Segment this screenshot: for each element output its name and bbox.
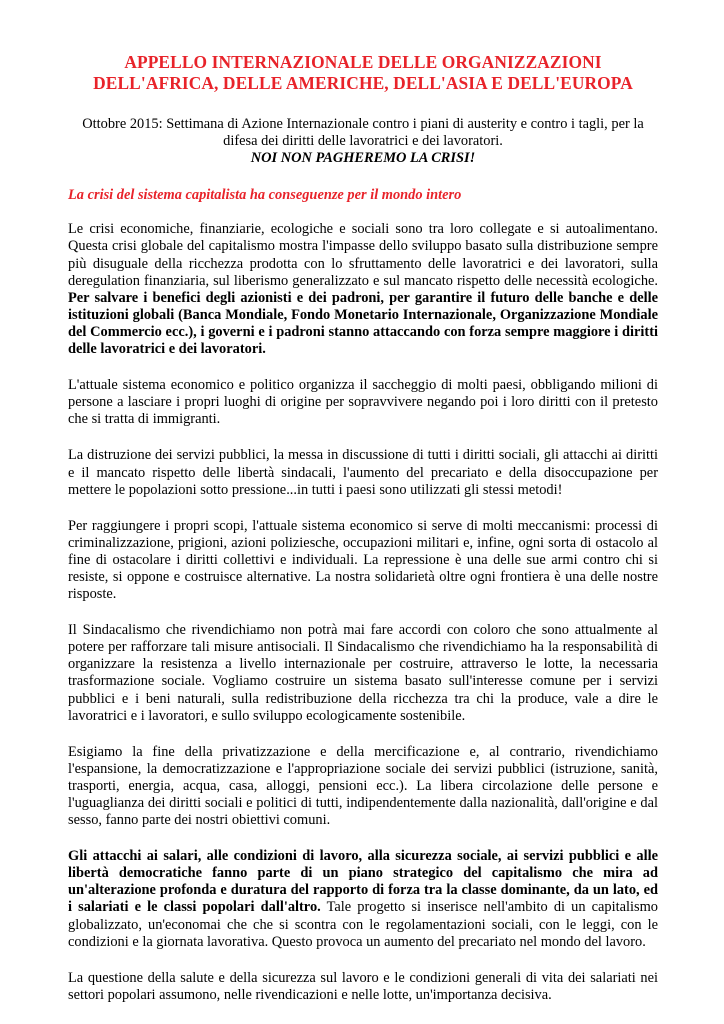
paragraph-6: Esigiamo la fine della privatizzazione e della mercificazione e, al contrario, rivendichiamo l'espansione, la democratizzazione e l'appropriazione sociale dei servizi pubblici (istruzione, sanità, trasporti, energia, acqua, casa, alloggi, pensioni ecc.). La libera circolazione delle persone e l'uguaglianza dei diritti sociali e politici di tutti, indipendentemente dalla nazionalità, dall'origine e dal sesso, fanno parte dei nostri obiettivi comuni. xyxy=(68,743,658,829)
paragraph-5: Il Sindacalismo che rivendichiamo non potrà mai fare accordi con coloro che sono attualmente al potere per rafforzare tali misure antisociali. Il Sindacalismo che rivendichiamo ha la responsabilità di organizzare la resistenza a livello internazionale per costruire, attraverso le lotte, la necessaria trasformazione sociale. Vogliamo costruire un sistema basato sull'interesse comune per i servizi pubblici e i beni naturali, sulla redistribuzione della ricchezza tra chi la produce, vale a dire le lavoratrici e i lavoratori, e sullo sviluppo ecologicamente sostenibile. xyxy=(68,622,658,724)
paragraph-4: Per raggiungere i propri scopi, l'attuale sistema economico si serve di molti meccanismi: processi di criminalizzazione, prigioni, azioni poliziesche, occupazioni militari e, infine, ogni sorta di ostacolo al fine di ostacolare i diritti collettivi e individuali. La repressione è una delle sue armi contro chi si resiste, si oppone e costruisce alternative. La nostra solidarietà oltre ogni frontiera è una delle nostre risposte. xyxy=(68,517,658,603)
paragraph-1-text: Le crisi economiche, finanziarie, ecologiche e sociali sono tra loro collegate e si autoalimentano. Questa crisi globale del capitalismo mostra l'impasse dello sviluppo basato sulla distribuzione sempre più disuguale della ricchezza prodotta con lo sfruttamento delle lavoratrici e dei lavoratori, sulla deregulation finanziaria, sul liberismo generalizzato e sul mancato rispetto delle necessità ecologiche. xyxy=(68,221,658,289)
paragraph-7-text: Tale progetto si inserisce nell'ambito di un capitalismo globalizzato, un'economai che che si scontra con le regolamentazioni sociali, con le leggi, con le condizioni e la giornata lavorativa. Questo provoca un aumento del precariato nel mondo del lavoro. xyxy=(68,899,658,950)
title-line-2: DELL'AFRICA, DELLE AMERICHE, DELL'ASIA E DELL'EUROPA xyxy=(93,73,633,93)
intro-motto: NOI NON PAGHEREMO LA CRISI! xyxy=(250,150,476,167)
paragraph-7-bold: Gli attacchi ai salari, alle condizioni di lavoro, alla sicurezza sociale, ai servizi pubblici e alle libertà democratiche fanno parte di un piano strategico del capitalismo che mira ad un'alterazione profonda e duratura del rapporto di forza tra la classe dominante, da un lato, ed i salariati e le classi popolari dall'altro. xyxy=(68,848,658,916)
intro-text: Ottobre 2015: Settimana di Azione Internazionale contro i piani di austerity e contro i tagli, per la difesa dei diritti delle lavoratrici e dei lavoratori. xyxy=(82,116,644,150)
paragraph-1-bold: Per salvare i benefici degli azionisti e dei padroni, per garantire il futuro delle banche e delle istituzioni globali (Banca Mondiale, Fondo Monetario Internazionale, Organizzazione Mondiale del Commercio ecc.), i governi e i padroni stanno attaccando con forza sempre maggiore i diritti delle lavoratrici e dei lavoratori. xyxy=(68,289,658,358)
title-line-1: APPELLO INTERNAZIONALE DELLE ORGANIZZAZIONI xyxy=(124,52,602,72)
document-title xyxy=(68,52,658,94)
paragraph-1 xyxy=(68,221,658,358)
paragraph-2: L'attuale sistema economico e politico organizza il saccheggio di molti paesi, obbligando milioni di persone a lasciare i propri luoghi di origine per sopravvivere negando poi i loro diritti con il pretesto che si tratta di immigranti. xyxy=(68,377,658,428)
section-heading: La crisi del sistema capitalista ha conseguenze per il mondo intero xyxy=(68,187,462,204)
intro-block xyxy=(68,116,658,167)
paragraph-7 xyxy=(68,848,658,951)
document-page xyxy=(68,52,658,1004)
paragraph-8: La questione della salute e della sicurezza sul lavoro e le condizioni generali di vita dei salariati nei settori popolari assumono, nelle rivendicazioni e nelle lotte, un'importanza decisiva. xyxy=(68,969,658,1003)
paragraph-3: La distruzione dei servizi pubblici, la messa in discussione di tutti i diritti sociali, gli attacchi ai diritti e il mancato rispetto delle libertà sindacali, l'aumento del precariato e della disoccupazione per mettere le popolazioni sotto pressione...in tutti i paesi sono utilizzati gli stessi metodi! xyxy=(68,447,658,498)
